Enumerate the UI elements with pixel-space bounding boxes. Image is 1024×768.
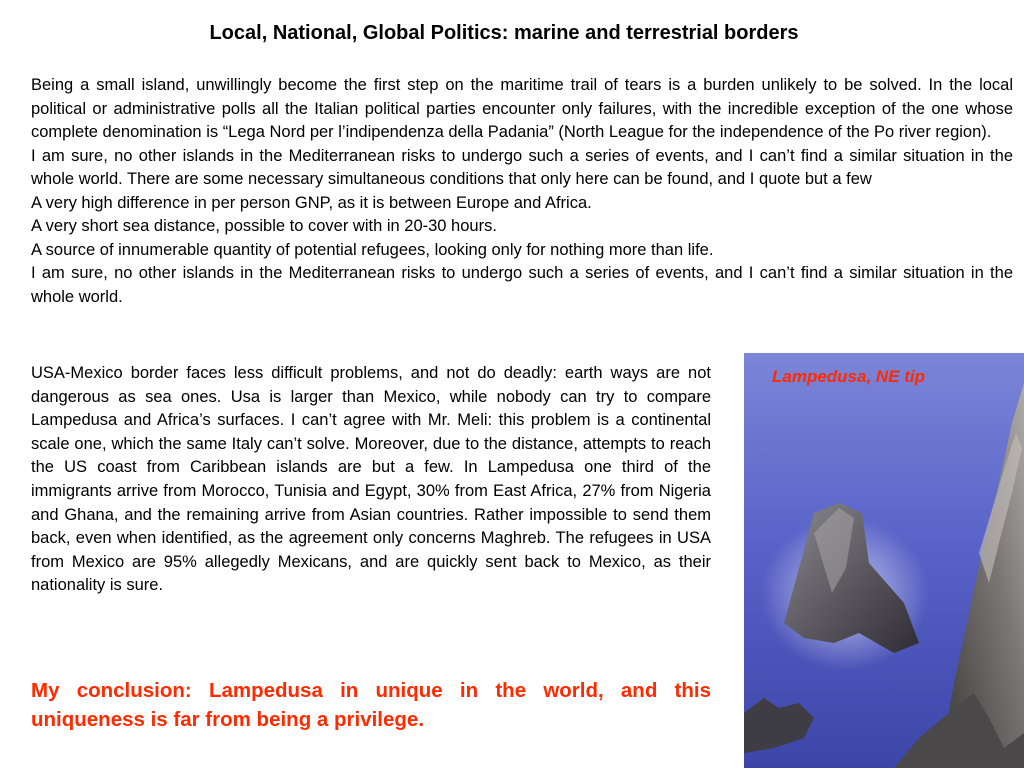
condition-refugees: A source of innumerable quantity of potential refugees, looking only for nothing more than life.	[31, 240, 714, 259]
paragraph-repeat: I am sure, no other islands in the Mediterranean risks to undergo such a series of events, and I can’t find a similar situation in the whole world.	[31, 264, 1013, 306]
lampedusa-photo	[744, 353, 1024, 768]
intro-text-block	[31, 74, 1013, 309]
condition-sea-distance: A very short sea distance, possible to cover with in 20-30 hours.	[31, 217, 497, 235]
paragraph-conditions: I am sure, no other islands in the Mediterranean risks to undergo such a series of events, and I can’t find a similar situation in the whole world. There are some necessary simultaneous conditions that only here can be found, and I quote but a few	[31, 146, 1013, 188]
paragraph-usa-mexico: USA-Mexico border faces less difficult problems, and not do deadly: earth ways are not dangerous as sea ones. Usa is larger than Mexico, while nobody can try to compare Lampedusa and Africa’s surfaces. I can’t agree with Mr. Meli: this problem is a continental scale one, which the same Italy can’t solve. Moreover, due to the distance, attempts to reach the US coast from Caribbean islands are but a few. In Lampedusa one third of the immigrants arrive from Morocco, Tunisia and Egypt, 30% from East Africa, 27% from Nigeria and Ghana, and the remaining arrive from Asian countries. Rather impossible to send them back, even when identified, as the agreement only concerns Maghreb. The refugees in USA from Mexico are 95% allegedly Mexicans, and are quickly sent back to Mexico, as their nationality is sure.	[31, 364, 711, 595]
body-text-block	[31, 362, 711, 598]
page-title: Local, National, Global Politics: marine and terrestrial borders	[209, 22, 799, 44]
paragraph-intro: Being a small island, unwillingly become the first step on the maritime trail of tears is a burden unlikely to be solved. In the local political or administrative polls all the Italian political parties encounter only failures, with the incredible exception of the one whose complete denomination is “Lega Nord per l’indipendenza della Padania” (North League for the independence of the Po river region).	[31, 76, 1013, 141]
photo-illustration	[744, 353, 1024, 768]
photo-caption: Lampedusa, NE tip	[772, 367, 926, 386]
condition-gnp: A very high difference in per person GNP, as it is between Europe and Africa.	[31, 193, 592, 212]
conclusion-text: My conclusion: Lampedusa in unique in the world, and this uniqueness is far from being a privilege.	[31, 679, 711, 731]
